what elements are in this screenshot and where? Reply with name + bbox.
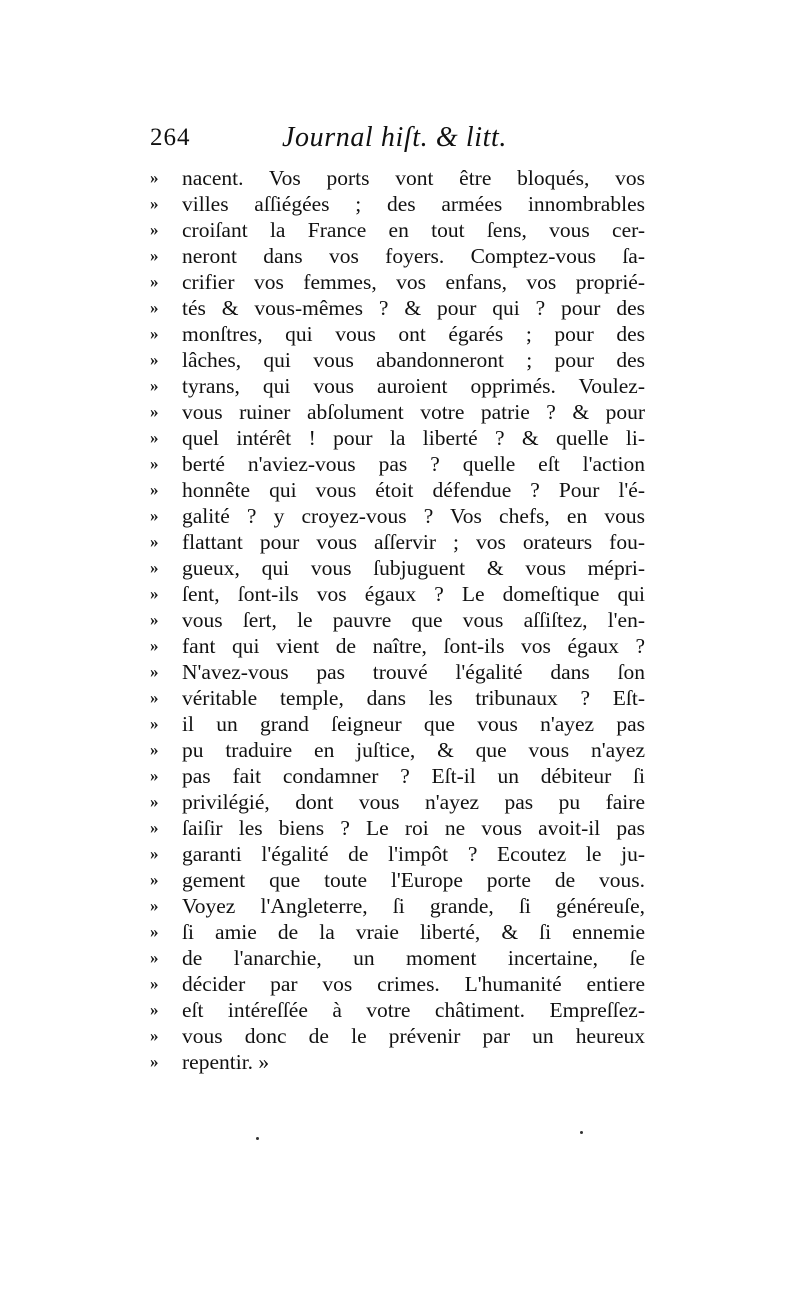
quotation-mark: » [150, 246, 159, 265]
text-line [150, 581, 645, 607]
quotation-mark: » [150, 506, 159, 525]
quotation-mark: » [150, 662, 159, 681]
line-text: crifier vos femmes, vos enfans, vos proprié- [182, 270, 645, 294]
line-text: véritable temple, dans les tribunaux ? Eſt- [182, 686, 645, 710]
quotation-mark: » [150, 922, 159, 941]
line-text: N'avez-vous pas trouvé l'égalité dans ſon [182, 660, 645, 684]
line-text: privilégié, dont vous n'ayez pas pu faire [182, 790, 645, 814]
line-text: ſent, ſont-ils vos égaux ? Le domeſtique qui [182, 582, 645, 606]
quotation-mark: » [150, 532, 159, 551]
line-text: monſtres, qui vous ont égarés ; pour des [182, 322, 645, 346]
quotation-mark: » [150, 376, 159, 395]
line-text: de l'anarchie, un moment incertaine, ſe [182, 946, 645, 970]
quotation-mark: » [150, 1026, 159, 1045]
quotation-mark: » [150, 324, 159, 343]
text-line [150, 1023, 645, 1049]
line-text: neront dans vos foyers. Comptez-vous ſa- [182, 244, 645, 268]
line-text: gement que toute l'Europe porte de vous. [182, 868, 645, 892]
quotation-mark: » [150, 558, 159, 577]
line-text: villes aſſiégées ; des armées innombrables [182, 192, 645, 216]
text-line [150, 789, 645, 815]
text-line [150, 971, 645, 997]
running-title: Journal hiſt. & litt. [282, 122, 507, 153]
print-speck [580, 1131, 583, 1134]
line-text: repentir. » [182, 1050, 270, 1074]
text-line [150, 269, 645, 295]
quotation-mark: » [150, 220, 159, 239]
text-line [150, 191, 645, 217]
quotation-mark: » [150, 948, 159, 967]
line-text: croiſant la France en tout ſens, vous cer- [182, 218, 645, 242]
line-text: quel intérêt ! pour la liberté ? & quelle li- [182, 426, 645, 450]
text-line [150, 165, 645, 191]
text-line [150, 347, 645, 373]
text-line [150, 1049, 645, 1075]
text-line [150, 529, 645, 555]
quotation-mark: » [150, 194, 159, 213]
text-line [150, 867, 645, 893]
quotation-mark: » [150, 896, 159, 915]
text-line [150, 763, 645, 789]
text-line [150, 919, 645, 945]
line-text: pas fait condamner ? Eſt-il un débiteur ſi [182, 764, 645, 788]
quotation-mark: » [150, 428, 159, 447]
line-text: vous ruiner abſolument votre patrie ? & pour [182, 400, 645, 424]
quotation-mark: » [150, 740, 159, 759]
text-line [150, 893, 645, 919]
text-line [150, 217, 645, 243]
text-line [150, 503, 645, 529]
quotation-mark: » [150, 818, 159, 837]
text-line [150, 451, 645, 477]
line-text: vous ſert, le pauvre que vous aſſiſtez, l'en- [182, 608, 645, 632]
quotation-mark: » [150, 766, 159, 785]
quotation-mark: » [150, 480, 159, 499]
text-line [150, 815, 645, 841]
line-text: Voyez l'Angleterre, ſi grande, ſi généreuſe, [182, 894, 645, 918]
line-text: il un grand ſeigneur que vous n'ayez pas [182, 712, 645, 736]
quotation-mark: » [150, 974, 159, 993]
text-line [150, 841, 645, 867]
text-line [150, 711, 645, 737]
quotation-mark: » [150, 1052, 159, 1071]
running-head [150, 118, 570, 158]
line-text: galité ? y croyez-vous ? Vos chefs, en vous [182, 504, 645, 528]
line-text: tyrans, qui vous auroient opprimés. Voulez- [182, 374, 645, 398]
line-text: ſaiſir les biens ? Le roi ne vous avoit-il pas [182, 816, 645, 840]
text-line [150, 737, 645, 763]
quotation-mark: » [150, 168, 159, 187]
line-text: honnête qui vous étoit défendue ? Pour l'é- [182, 478, 645, 502]
line-text: nacent. Vos ports vont être bloqués, vos [182, 166, 645, 190]
line-text: fant qui vient de naître, ſont-ils vos égaux ? [182, 634, 645, 658]
text-line [150, 243, 645, 269]
line-text: vous donc de le prévenir par un heureux [182, 1024, 645, 1048]
text-line [150, 295, 645, 321]
quotation-mark: » [150, 402, 159, 421]
line-text: garanti l'égalité de l'impôt ? Ecoutez le ju- [182, 842, 645, 866]
print-speck [256, 1137, 259, 1140]
line-text: tés & vous-mêmes ? & pour qui ? pour des [182, 296, 645, 320]
text-line [150, 477, 645, 503]
page-number: 264 [150, 124, 191, 151]
quotation-mark: » [150, 584, 159, 603]
body-text [150, 165, 645, 1075]
line-text: flattant pour vous aſſervir ; vos orateurs fou- [182, 530, 645, 554]
line-text: gueux, qui vous ſubjuguent & vous mépri- [182, 556, 645, 580]
text-line [150, 633, 645, 659]
text-line [150, 685, 645, 711]
line-text: lâches, qui vous abandonneront ; pour des [182, 348, 645, 372]
line-text: pu traduire en juſtice, & que vous n'ayez [182, 738, 645, 762]
text-line [150, 607, 645, 633]
text-line [150, 997, 645, 1023]
line-text: ſi amie de la vraie liberté, & ſi ennemie [182, 920, 645, 944]
quotation-mark: » [150, 870, 159, 889]
quotation-mark: » [150, 350, 159, 369]
quotation-mark: » [150, 610, 159, 629]
line-text: décider par vos crimes. L'humanité entiere [182, 972, 645, 996]
text-line [150, 555, 645, 581]
quotation-mark: » [150, 844, 159, 863]
quotation-mark: » [150, 688, 159, 707]
quotation-mark: » [150, 454, 159, 473]
quotation-mark: » [150, 298, 159, 317]
text-line [150, 659, 645, 685]
text-line [150, 399, 645, 425]
quotation-mark: » [150, 272, 159, 291]
line-text: berté n'aviez-vous pas ? quelle eſt l'action [182, 452, 645, 476]
quotation-mark: » [150, 636, 159, 655]
text-line [150, 945, 645, 971]
text-line [150, 321, 645, 347]
quotation-mark: » [150, 714, 159, 733]
text-line [150, 425, 645, 451]
quotation-mark: » [150, 1000, 159, 1019]
line-text: eſt intéreſſée à votre châtiment. Empreſſez- [182, 998, 645, 1022]
text-line [150, 373, 645, 399]
quotation-mark: » [150, 792, 159, 811]
